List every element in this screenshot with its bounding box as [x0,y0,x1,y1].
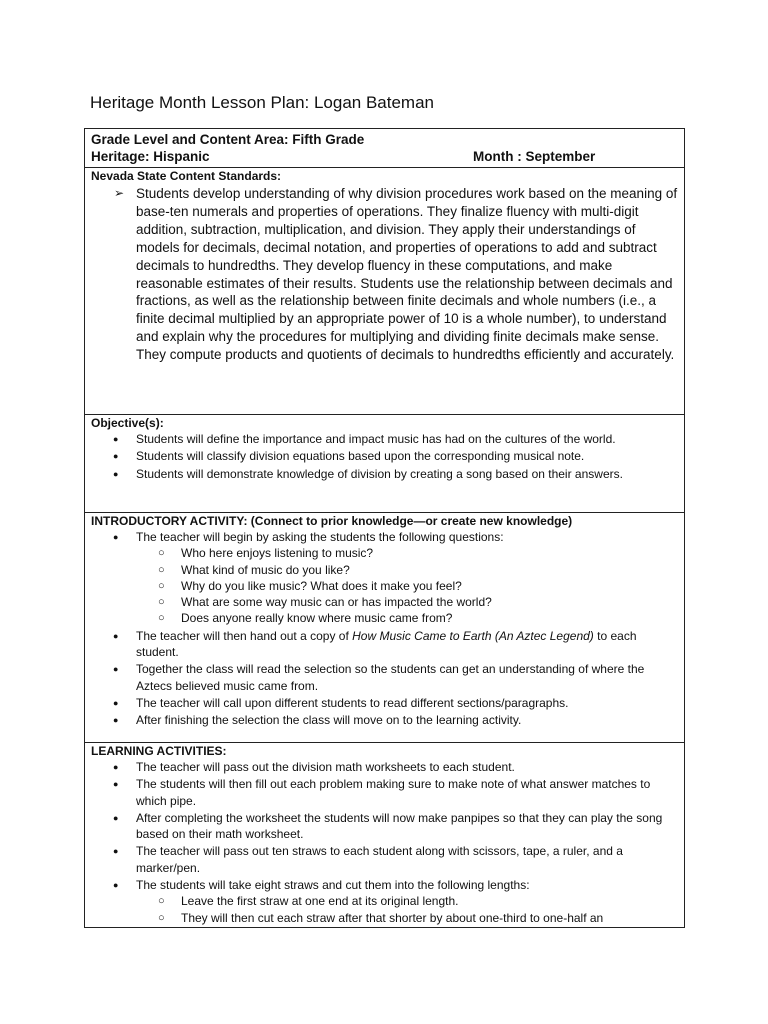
list-item [136,610,678,626]
bullet-icon: ● [113,630,119,641]
circle-bullet-icon: ○ [158,579,165,592]
length-list [136,893,678,926]
standards-cell [85,168,685,415]
list-item [136,578,678,594]
question-text: Does anyone really know where music came from? [181,611,453,626]
standards-item [91,185,678,364]
heritage-label: Heritage: Hispanic [91,149,210,164]
intro-cell [85,513,685,743]
question-list [136,545,678,626]
list-item [91,466,678,482]
list-item [91,712,678,728]
intro-text: The teacher will call upon different students to read different sections/paragraphs. [136,695,569,710]
standards-label: Nevada State Content Standards: [91,169,282,183]
list-item [91,810,678,843]
list-item [91,431,678,447]
question-text: Who here enjoys listening to music? [181,546,374,561]
objective-text: Students will classify division equations based upon the corresponding musical note. [136,449,585,464]
objective-text: Students will demonstrate knowledge of division by creating a song based on their answers. [136,466,623,481]
bullet-icon: ● [113,779,119,790]
intro-list [91,529,678,729]
bullet-icon: ● [113,715,119,726]
bullet-icon: ● [113,880,119,891]
question-text: What are some way music can or has impacted the world? [181,595,492,610]
intro-text: The teacher will then hand out a copy of [136,628,353,643]
learning-text: After completing the worksheet the students will now make panpipes so that they can play the song based on their math worksheet. [136,810,663,842]
list-item [136,562,678,578]
bullet-icon: ● [113,697,119,708]
bullet-icon: ● [113,762,119,772]
list-item [91,628,678,661]
month-label: Month : September [473,149,596,164]
circle-bullet-icon: ○ [158,596,165,609]
question-text: What kind of music do you like? [181,562,350,577]
list-item [91,661,678,694]
list-item [91,759,678,775]
list-item [136,594,678,610]
intro-text: Together the class will read the selection so the students can get an understanding of where the Aztecs believed music came from. [136,662,645,693]
learning-text: The teacher will pass out ten straws to each student along with scissors, tape, a ruler, and a marker/pen. [136,844,623,875]
bullet-icon: ● [113,846,119,857]
list-item [91,695,678,711]
list-item [136,910,678,926]
list-item [91,877,678,926]
intro-text: to each student. [136,628,637,660]
bullet-icon: ● [113,812,119,823]
circle-bullet-icon: ○ [158,563,165,576]
bullet-icon: ● [113,664,119,675]
intro-label: INTRODUCTORY ACTIVITY: (Connect to prior knowledge—or create new knowledge) [91,514,573,528]
list-item [91,776,678,809]
bullet-icon: ● [113,434,119,444]
list-item [91,843,678,876]
learning-text: The teacher will pass out the division math worksheets to each student. [136,760,515,774]
heritage-month-row [91,148,678,165]
header-cell [85,129,685,168]
objectives-label: Objective(s): [91,416,164,430]
list-item [91,529,678,627]
list-item [91,448,678,464]
lesson-plan-table [84,128,685,928]
standards-text: Students develop understanding of why division procedures work based on the meaning of base-ten numerals and properties of operations. They finalize fluency with multi-digit addition, subtraction, multiplication, and division. They apply their understandings of models for decimals, decimal notation, and properties of operations to add and subtract decimals to hundredths. They develop fluency in these computations, and make reasonable estimates of their results. Students use the relationship between decimals and fractions, as well as the relationship between finite decimals and whole numbers (i.e., a finite decimal multiplied by an appropriate power of 10 is a whole number), to understand and explain why the procedures for multiplying and dividing finite decimals make sense. They compute products and quotients of decimals to hundredths efficiently and accurately. [136,186,678,363]
circle-bullet-icon: ○ [158,612,165,625]
length-text: Leave the first straw at one end at its original length. [181,894,459,909]
list-item [136,893,678,909]
intro-text: After finishing the selection the class will move on to the learning activity. [136,713,522,728]
circle-bullet-icon: ○ [158,895,165,908]
learning-cell [85,743,685,928]
objective-text: Students will define the importance and impact music has had on the cultures of the world. [136,432,616,446]
objectives-cell [85,415,685,513]
document-title: Heritage Month Lesson Plan: Logan Bateman [90,93,435,112]
learning-label: LEARNING ACTIVITIES: [91,744,227,758]
learning-text: The students will take eight straws and cut them into the following lengths: [136,878,530,893]
list-item [136,545,678,561]
question-text: Why do you like music? What does it make you feel? [181,578,462,593]
bullet-icon: ● [113,532,119,542]
learning-text: The students will then fill out each problem making sure to make note of what answer matches to which pipe. [136,777,651,808]
learning-list [91,759,678,926]
intro-text: The teacher will begin by asking the students the following questions: [136,530,504,544]
grade-level-line: Grade Level and Content Area: Fifth Grade [91,132,365,147]
circle-bullet-icon: ○ [158,911,165,924]
book-title: How Music Came to Earth (An Aztec Legend) [352,628,594,643]
bullet-icon: ● [113,451,119,462]
length-text: They will then cut each straw after that shorter by about one-third to one-half an [181,910,604,925]
objectives-list [91,431,678,482]
arrow-bullet-icon: ➢ [114,186,125,200]
bullet-icon: ● [113,468,119,479]
circle-bullet-icon: ○ [158,547,165,560]
